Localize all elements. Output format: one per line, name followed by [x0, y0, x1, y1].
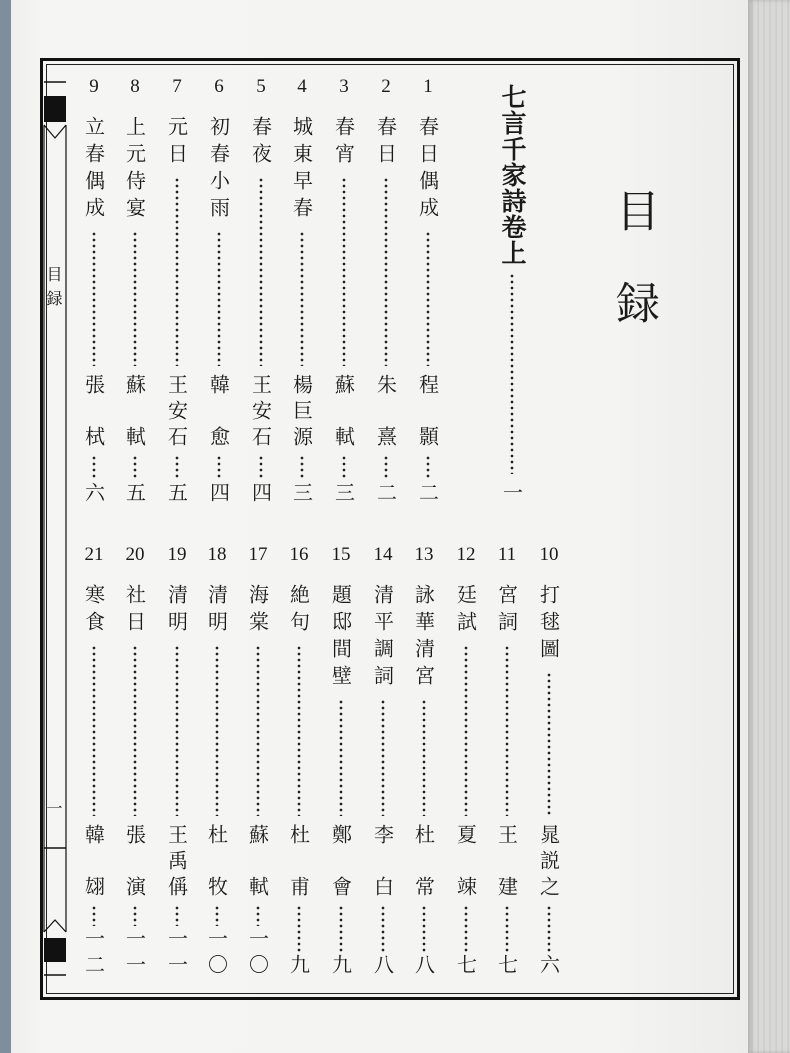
poet-name: 李 白: [370, 824, 395, 902]
poet-name: 夏 竦: [453, 824, 478, 902]
dot-leader: [175, 456, 179, 480]
toc-entry: [119, 544, 151, 980]
margin-section-label: 目録: [44, 266, 63, 314]
dot-leader: [505, 646, 509, 816]
dot-leader: [215, 906, 219, 926]
poet-name: 王 建: [494, 824, 519, 902]
dot-leader: [297, 906, 301, 952]
entry-number: 3: [339, 76, 349, 97]
page-number: 六: [536, 954, 561, 980]
page-number: 四: [206, 482, 231, 508]
poem-title: 社日: [122, 584, 147, 638]
toc-entry: [450, 544, 482, 980]
dot-leader: [422, 700, 426, 816]
page-number: 九: [286, 954, 311, 980]
toc-entry: [119, 76, 151, 508]
dot-leader: [259, 178, 263, 366]
poet-name: 韓 翃: [81, 824, 106, 902]
toc-entry: [286, 76, 318, 508]
poem-title: 宮詞: [494, 584, 519, 638]
toc-entry: [367, 544, 399, 980]
dot-leader: [217, 456, 221, 480]
toc-entry: [245, 76, 277, 508]
entry-number: 7: [172, 76, 182, 97]
poet-name: 杜 牧: [204, 824, 229, 902]
dot-leader: [381, 906, 385, 952]
toc-entry: [161, 544, 193, 980]
volume-title: 七言千家詩卷上: [498, 84, 527, 266]
dot-leader: [384, 178, 388, 366]
poet-name: 蘇 軾: [331, 374, 356, 452]
dot-leader: [547, 906, 551, 952]
toc-entry: [161, 76, 193, 508]
toc-entry: [412, 76, 444, 508]
page-number: 三: [289, 482, 314, 508]
poet-name: 王禹偁: [164, 824, 189, 902]
dot-leader: [133, 906, 137, 926]
entry-number: 13: [414, 544, 434, 565]
poet-name: 蘇 軾: [245, 824, 270, 902]
fish-tail-block-top: [44, 96, 66, 122]
poet-name: 杜 甫: [286, 824, 311, 902]
entry-number: 20: [125, 544, 145, 565]
poet-name: 晁説之: [536, 824, 561, 902]
toc-entry: [201, 544, 233, 980]
poet-name: 朱 熹: [373, 374, 398, 452]
dot-leader: [342, 456, 346, 480]
toc-entry: [370, 76, 402, 508]
poet-name: 鄭 會: [328, 824, 353, 902]
page-number: 五: [122, 482, 147, 508]
poem-title: 清明: [204, 584, 229, 638]
dot-leader: [384, 456, 388, 480]
poet-name: 杜 常: [411, 824, 436, 902]
dot-leader: [426, 456, 430, 480]
poem-title: 城東早春: [289, 116, 314, 224]
dot-leader: [92, 456, 96, 480]
page-number: 七: [453, 954, 478, 980]
page-number: 二: [373, 482, 398, 508]
poet-name: 王安石: [248, 374, 273, 452]
poet-name: 張 栻: [81, 374, 106, 452]
entry-number: 15: [331, 544, 351, 565]
dot-leader: [422, 906, 426, 952]
dot-leader: [464, 646, 468, 816]
toc-entry: [242, 544, 274, 980]
table-surface: [0, 0, 11, 1053]
page-number: 一〇: [204, 928, 229, 980]
toc-entry: [328, 76, 360, 508]
page-number: 一二: [81, 928, 106, 980]
poem-title: 立春偶成: [81, 116, 106, 224]
dot-leader: [175, 178, 179, 366]
entry-number: 21: [84, 544, 104, 565]
toc-entry: [78, 76, 110, 508]
dot-leader: [215, 646, 219, 816]
page-number: 一一: [122, 928, 147, 980]
entry-number: 18: [207, 544, 227, 565]
entry-number: 19: [167, 544, 187, 565]
poem-title: 上元侍宴: [122, 116, 147, 224]
entry-number: 10: [539, 544, 559, 565]
fish-tail-block-bottom: [44, 938, 66, 962]
poem-title: 廷試: [453, 584, 478, 638]
poet-name: 張 演: [122, 824, 147, 902]
poet-name: 王安石: [164, 374, 189, 452]
dot-leader: [297, 646, 301, 816]
volume-page-number: 一: [499, 482, 524, 508]
dot-leader: [133, 232, 137, 366]
dot-leader: [92, 646, 96, 816]
page-number: 六: [81, 482, 106, 508]
entry-number: 8: [130, 76, 140, 97]
page-number: 一一: [164, 928, 189, 980]
poem-title: 春宵: [331, 116, 356, 170]
page-stack-edge: [748, 0, 790, 1053]
page-number: 二: [415, 482, 440, 508]
entry-number: 4: [297, 76, 307, 97]
page-number: 八: [411, 954, 436, 980]
entry-number: 1: [423, 76, 433, 97]
page-number: 一〇: [245, 928, 270, 980]
fold-margin-ornament: [40, 58, 70, 1000]
toc-entry: [408, 544, 440, 980]
dot-leader: [426, 232, 430, 366]
entry-number: 14: [373, 544, 393, 565]
toc-entry: [283, 544, 315, 980]
dot-leader: [300, 456, 304, 480]
entry-number: 9: [89, 76, 99, 97]
toc-entry: [78, 544, 110, 980]
dot-leader: [217, 232, 221, 366]
dot-leader: [464, 906, 468, 952]
dot-leader: [133, 646, 137, 816]
poet-name: 韓 愈: [206, 374, 231, 452]
dot-leader: [175, 646, 179, 816]
page-number: 五: [164, 482, 189, 508]
poet-name: 楊巨源: [289, 374, 314, 452]
poem-title: 打毬圖: [536, 584, 561, 665]
entry-number: 12: [456, 544, 476, 565]
page-number: 九: [328, 954, 353, 980]
page-number: 四: [248, 482, 273, 508]
toc-entry: [533, 544, 565, 980]
toc-entry: [325, 544, 357, 980]
dot-leader: [510, 274, 514, 474]
poet-name: 蘇 軾: [122, 374, 147, 452]
dot-leader: [259, 456, 263, 480]
dot-leader: [256, 906, 260, 926]
page-number: 八: [370, 954, 395, 980]
entry-number: 6: [214, 76, 224, 97]
poem-title: 絶句: [286, 584, 311, 638]
poem-title: 寒食: [81, 584, 106, 638]
entry-number: 5: [256, 76, 266, 97]
dot-leader: [339, 700, 343, 816]
poet-name: 程 顥: [415, 374, 440, 452]
poem-title: 清平調詞: [370, 584, 395, 692]
toc-entry: [203, 76, 235, 508]
poem-title: 海棠: [245, 584, 270, 638]
entry-number: 2: [381, 76, 391, 97]
dot-leader: [175, 906, 179, 926]
dot-leader: [547, 673, 551, 816]
poem-title: 春日偶成: [415, 116, 440, 224]
entry-number: 11: [497, 544, 517, 565]
dot-leader: [505, 906, 509, 952]
page-number: 七: [494, 954, 519, 980]
dot-leader: [92, 906, 96, 926]
poem-title: 春夜: [248, 116, 273, 170]
margin-page-number: 一: [44, 800, 63, 816]
page-number: 三: [331, 482, 356, 508]
poem-title: 詠華清宮: [411, 584, 436, 692]
dot-leader: [133, 456, 137, 480]
poem-title: 題邸間壁: [328, 584, 353, 692]
dot-leader: [339, 906, 343, 952]
dot-leader: [300, 232, 304, 366]
volume-heading: [496, 84, 528, 508]
poem-title: 初春小雨: [206, 116, 231, 224]
page-title: 目録: [608, 188, 659, 372]
dot-leader: [92, 232, 96, 366]
dot-leader: [256, 646, 260, 816]
dot-leader: [381, 700, 385, 816]
poem-title: 春日: [373, 116, 398, 170]
dot-leader: [342, 178, 346, 366]
poem-title: 元日: [164, 116, 189, 170]
entry-number: 16: [289, 544, 309, 565]
toc-entry: [491, 544, 523, 980]
poem-title: 清明: [164, 584, 189, 638]
entry-number: 17: [248, 544, 268, 565]
